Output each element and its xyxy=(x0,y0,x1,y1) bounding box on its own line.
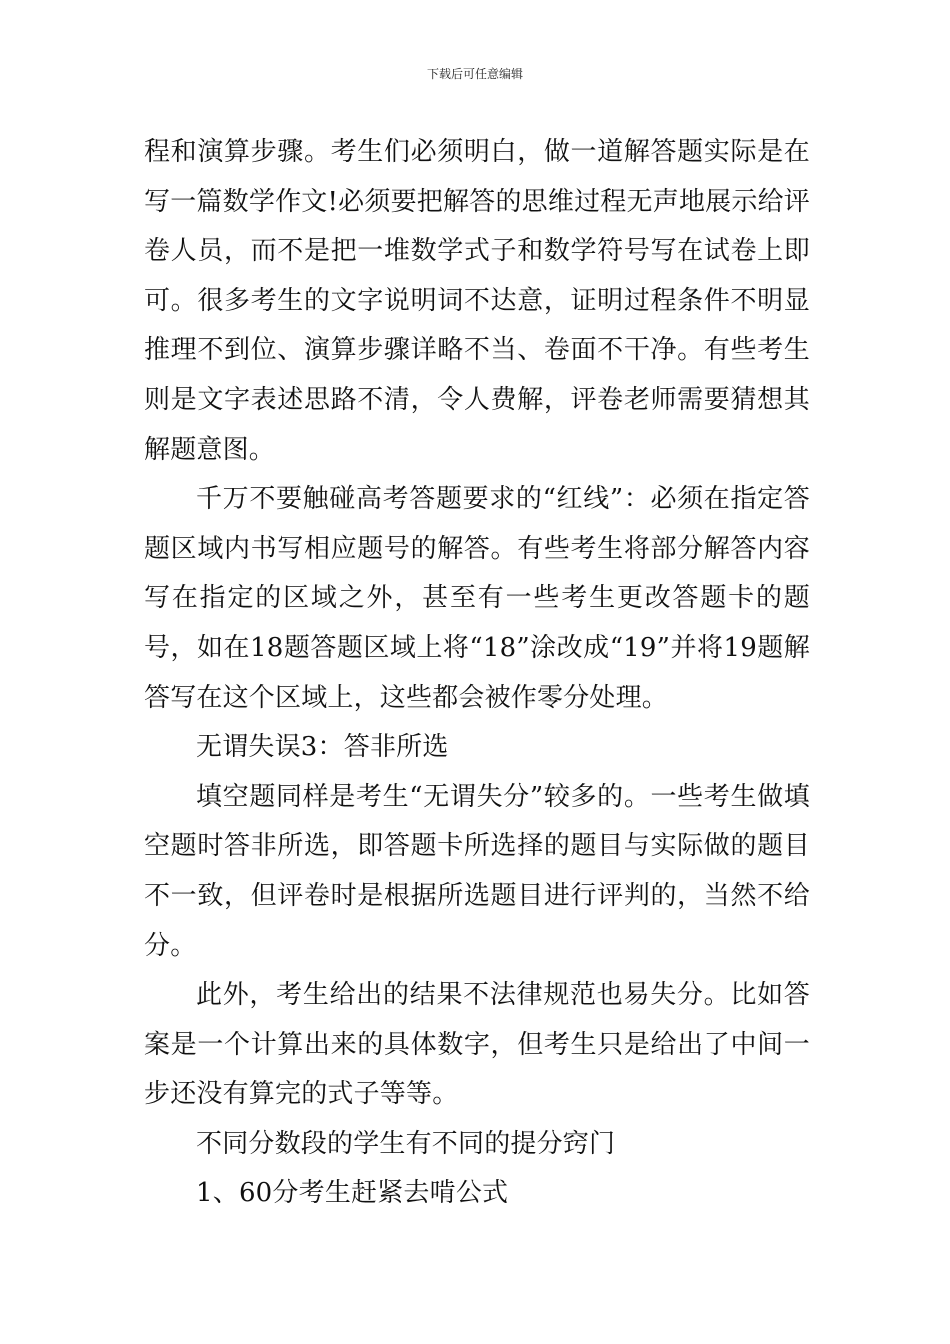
section-heading-score-tips: 不同分数段的学生有不同的提分窍门 xyxy=(196,1128,616,1159)
paragraph-continued: 程和演算步骤。考生们必须明白，做一道解答题实际是在写一篇数学作文!必须要把解答的思维过程无声地展示给评卷人员，而不是把一堆数学式子和数学符号写在试卷上即可。很多考生的文字说明词不达意，证明过程条件不明显推理不到位、演算步骤详略不当、卷面不干净。有些考生则是文字表述思路不清，令人费解，评卷老师需要猜想其解题意图。 xyxy=(144,137,810,465)
paragraph-fill-blank: 填空题同样是考生“无谓失分”较多的。一些考生做填空题时答非所选，即答题卡所选择的题目与实际做的题目不一致，但评卷时是根据所选题目进行评判的，当然不给分。 xyxy=(144,781,810,961)
document-body xyxy=(144,128,810,1219)
paragraph-result-format: 此外，考生给出的结果不法律规范也易失分。比如答案是一个计算出来的具体数字，但考生只是给出了中间一步还没有算完的式子等等。 xyxy=(144,980,810,1110)
section-heading-mistake-3: 无谓失误3：答非所选 xyxy=(196,732,449,763)
page-header-note: 下载后可任意编辑 xyxy=(426,67,523,81)
list-item-60-score: 1、60分考生赶紧去啃公式 xyxy=(196,1178,509,1209)
paragraph-red-line: 千万不要触碰高考答题要求的“红线”：必须在指定答题区域内书写相应题号的解答。有些考生将部分解答内容写在指定的区域之外，甚至有一些考生更改答题卡的题号，如在18题答题区域上将“18”涂改成“19”并将19题解答写在这个区域上，这些都会被作零分处理。 xyxy=(144,484,810,713)
